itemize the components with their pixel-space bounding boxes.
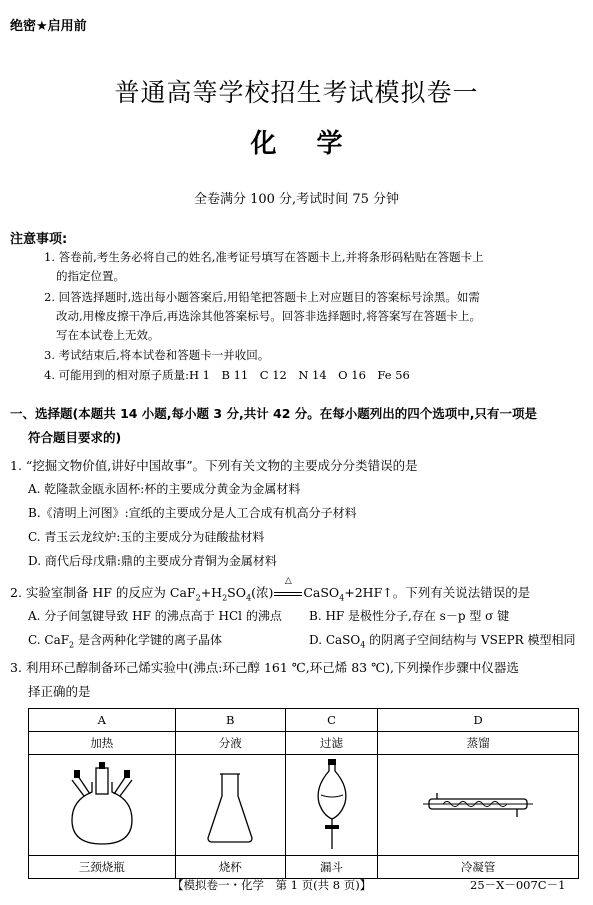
notice-line: 2. 回答选择题时,选出每小题答案后,用铅笔把答题卡上对应题目的答案标号涂黑。如需: [44, 290, 480, 304]
section-heading: 一、选择题(本题共 14 小题,每小题 3 分,共计 42 分。在每小题列出的四个选项中,只有一项是: [10, 406, 538, 421]
q2-stem: 2. 实验室制备 HF 的反应为 $CaF_2+H_2SO_4$(浓) △ CaSO$_4$+2HF↑。下列有关说法错误的是: [10, 576, 531, 603]
operation-c: 过滤: [285, 732, 377, 755]
page-footer: 【模拟卷一・化学 第 1 页(共 8 页)】: [172, 878, 372, 892]
notice-line: 改动,用橡皮擦干净后,再选涂其他答案标号。回答非选择题时,将答案写在答题卡上。: [56, 309, 481, 323]
col-c-header: C: [285, 709, 377, 732]
q1-option-a: A. 乾隆款金瓯永固杯:杯的主要成分黄金为金属材料: [28, 482, 301, 496]
col-a-header: A: [29, 709, 176, 732]
score-line: 全卷满分 100 分,考试时间 75 分钟: [193, 192, 400, 207]
instrument-table: [28, 708, 579, 879]
instrument-d: 冷凝管: [378, 856, 579, 879]
q2-option-c: C. CaF$_2$ 是含两种化学键的离子晶体: [28, 633, 222, 650]
secret-label: 绝密★启用前: [10, 19, 87, 34]
q2-option-b: B. HF 是极性分子,存在 s－p 型 σ 键: [309, 609, 510, 623]
q3-stem: 3. 利用环己醇制备环己烯实验中(沸点:环己醇 161 ℃,环己烯 83 ℃),下列操作步骤中仪器选: [10, 660, 519, 675]
notice-line: 的指定位置。: [56, 269, 125, 283]
three-neck-flask-icon: [29, 755, 176, 856]
instrument-c: 漏斗: [285, 856, 377, 879]
operation-a: 加热: [29, 732, 176, 755]
exam-code: 25－X－007C－1: [470, 878, 566, 892]
q1-option-b: B.《清明上河图》:宣纸的主要成分是人工合成有机高分子材料: [28, 506, 357, 520]
instrument-a: 三颈烧瓶: [29, 856, 176, 879]
notice-line: 3. 考试结束后,将本试卷和答题卡一并收回。: [44, 348, 270, 362]
separatory-funnel-icon: [285, 755, 377, 856]
notice-line: 写在本试卷上无效。: [56, 328, 160, 342]
condenser-tube-icon: [378, 755, 579, 856]
exam-title: 普通高等学校招生考试模拟卷一: [114, 78, 479, 107]
section-heading-cont: 符合题目要求的): [28, 430, 122, 445]
q1-option-c: C. 青玉云龙纹炉:玉的主要成分为硅酸盐材料: [28, 530, 265, 544]
heat-condition-arrow: △: [273, 585, 303, 600]
notice-line: 1. 答卷前,考生务必将自己的姓名,准考证号填写在答题卡上,并将条形码粘贴在答题卡上: [44, 250, 484, 264]
q2-option-a: A. 分子间氢键导致 HF 的沸点高于 HCl 的沸点: [28, 609, 282, 623]
instrument-b: 烧杯: [175, 856, 285, 879]
operation-b: 分液: [175, 732, 285, 755]
beaker-flask-icon: [175, 755, 285, 856]
notice-heading: 注意事项:: [10, 232, 68, 247]
col-d-header: D: [378, 709, 579, 732]
notice-line: 4. 可能用到的相对原子质量:H 1 B 11 C 12 N 14 O 16 Fe 56: [44, 368, 410, 382]
q1-option-d: D. 商代后母戊鼎:鼎的主要成分青铜为金属材料: [28, 554, 277, 568]
col-b-header: B: [175, 709, 285, 732]
q3-stem-cont: 择正确的是: [28, 684, 91, 699]
q2-option-d: D. CaSO$_4$ 的阴离子空间结构与 VSEPR 模型相同: [309, 633, 576, 650]
operation-d: 蒸馏: [378, 732, 579, 755]
q1-stem: 1. “挖掘文物价值,讲好中国故事”。下列有关文物的主要成分分类错误的是: [10, 458, 418, 473]
subject-title: 化学: [250, 129, 383, 159]
